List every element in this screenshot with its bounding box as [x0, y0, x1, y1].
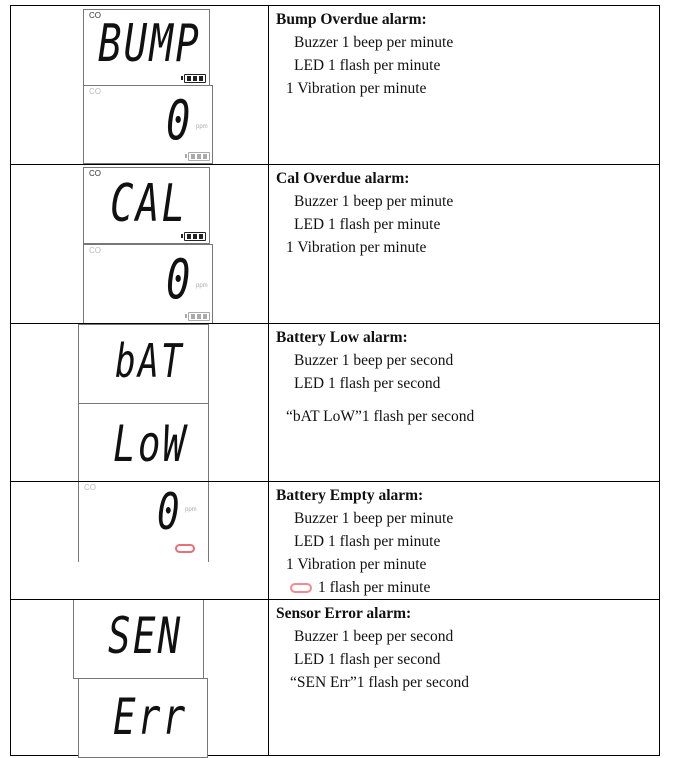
- alarm-title: Battery Low alarm:: [276, 329, 408, 346]
- led-line: LED 1 flash per minute: [294, 533, 441, 550]
- lcd-reading: 0: [157, 483, 182, 541]
- alarm-description: [276, 602, 655, 694]
- lcd-reading: 0: [166, 89, 193, 152]
- gas-label: CO: [89, 87, 101, 96]
- lcd-display-bottom: [83, 244, 213, 324]
- battery-empty-icon: [290, 583, 312, 593]
- lcd-text: LoW: [113, 415, 188, 473]
- gas-label: CO: [89, 246, 101, 255]
- table-row-cal-overdue: [11, 164, 659, 323]
- vibration-line: 1 Vibration per minute: [286, 80, 427, 97]
- led-line: LED 1 flash per second: [294, 375, 441, 392]
- buzzer-line: Buzzer 1 beep per minute: [294, 510, 454, 527]
- alarm-description: [276, 484, 655, 599]
- lcd-display: [78, 482, 209, 562]
- gas-label: CO: [84, 483, 96, 492]
- vibration-line: 1 Vibration per minute: [286, 556, 427, 573]
- lcd-display-bottom: [78, 403, 209, 482]
- display-flash-line: “bAT LoW”1 flash per second: [286, 408, 475, 425]
- vibration-line: 1 Vibration per minute: [286, 239, 427, 256]
- unit-label: ppm: [196, 124, 208, 130]
- lcd-display-top: [73, 600, 204, 679]
- alarm-description: [276, 167, 655, 259]
- lcd-display-bottom: [83, 85, 213, 164]
- table-row-sensor-error: [11, 599, 659, 755]
- alarm-table: [10, 5, 660, 756]
- led-line: LED 1 flash per minute: [294, 216, 441, 233]
- table-row-battery-empty: [11, 481, 659, 599]
- gas-label: CO: [89, 11, 101, 20]
- lcd-display-bottom: [78, 678, 208, 758]
- table-row-battery-low: [11, 323, 659, 481]
- battery-full-icon: [184, 74, 206, 83]
- alarm-title: Sensor Error alarm:: [276, 605, 412, 622]
- alarm-title: Cal Overdue alarm:: [276, 170, 410, 187]
- buzzer-line: Buzzer 1 beep per minute: [294, 34, 454, 51]
- battery-full-icon: [184, 232, 206, 241]
- unit-label: ppm: [185, 507, 197, 513]
- battery-icon: [188, 312, 210, 321]
- buzzer-line: Buzzer 1 beep per minute: [294, 193, 454, 210]
- battery-empty-icon: [175, 544, 195, 553]
- lcd-text: BUMP: [98, 14, 201, 74]
- alarm-description: [276, 8, 655, 100]
- lcd-text: Err: [113, 688, 188, 746]
- lcd-display-top: [83, 9, 210, 86]
- alarm-title: Battery Empty alarm:: [276, 487, 424, 504]
- buzzer-line: Buzzer 1 beep per second: [294, 628, 454, 645]
- lcd-text: CAL: [110, 174, 188, 234]
- led-line: LED 1 flash per second: [294, 651, 441, 668]
- battery-icon: [188, 152, 210, 161]
- battery-flash-line: [276, 576, 655, 599]
- battery-flash-text: 1 flash per minute: [318, 579, 431, 596]
- lcd-text: bAT: [115, 334, 185, 388]
- buzzer-line: Buzzer 1 beep per second: [294, 352, 454, 369]
- led-line: LED 1 flash per minute: [294, 57, 441, 74]
- table-row-bump-overdue: [11, 6, 659, 164]
- lcd-display-top: [83, 167, 210, 244]
- alarm-description: [276, 326, 655, 428]
- display-flash-line: “SEN Err”1 flash per second: [290, 674, 470, 691]
- lcd-display-top: [78, 324, 209, 404]
- alarm-title: Bump Overdue alarm:: [276, 11, 427, 28]
- lcd-text: SEN: [108, 607, 183, 665]
- lcd-reading: 0: [166, 248, 193, 311]
- gas-label: CO: [89, 169, 101, 178]
- unit-label: ppm: [196, 283, 208, 289]
